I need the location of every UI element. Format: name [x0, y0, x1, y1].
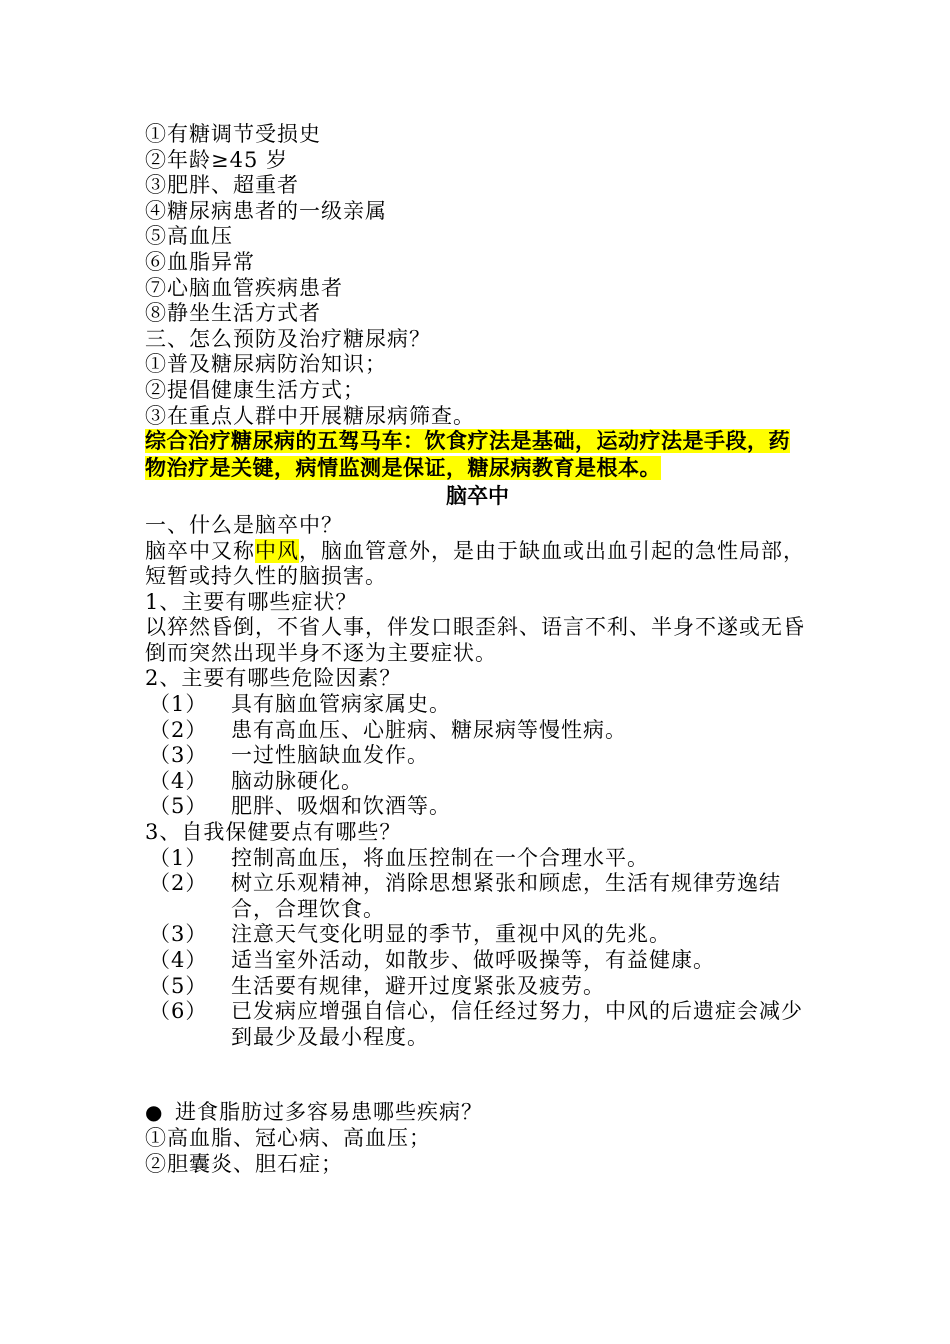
question-heading: 2、主要有哪些危险因素？	[145, 666, 402, 691]
bullet-heading	[145, 1100, 810, 1126]
list-item	[145, 692, 810, 718]
item-text: 控制高血压，将血压控制在一个合理水平。	[231, 845, 649, 870]
spacer	[145, 1050, 810, 1100]
list-item	[145, 974, 810, 1000]
item-text: 注意天气变化明显的季节，重视中风的先兆。	[231, 922, 671, 947]
definition-text: 脑卒中又称	[145, 538, 255, 563]
item-text: 具有脑血管病家属史。	[231, 692, 451, 717]
item-number: （4）	[149, 768, 208, 793]
highlighted-text: 综合治疗糖尿病的五驾马车：饮食疗法是基础，运动疗法是手段，药物治疗是关键，病情监测是保证，糖尿病教育是根本。	[145, 429, 790, 480]
item-text: 适当室外活动，如散步、做呼吸操等，有益健康。	[231, 948, 715, 972]
item-number: （1）	[149, 845, 208, 870]
list-item: ⑦心脑血管疾病患者	[145, 275, 343, 300]
bullet-text: 进食脂肪过多容易患哪些疾病？	[175, 1100, 483, 1125]
self-care-numbered-list	[145, 846, 810, 1051]
item-text: 脑动脉硬化。	[231, 768, 363, 793]
symptom-paragraph: 以猝然昏倒，不省人事，伴发口眼歪斜、语言不利、半身不遂或无昏倒而突然出现半身不逐为主要症状。	[145, 615, 805, 665]
list-item: ②年龄≥45 岁	[145, 147, 288, 172]
item-text: 患有高血压、心脏病、糖尿病等慢性病。	[231, 717, 627, 742]
item-number: （2）	[149, 717, 208, 742]
item-number: （4）	[149, 948, 208, 972]
definition-paragraph	[145, 539, 810, 590]
item-text: 树立乐观精神，消除思想紧张和顾虑，生活有规律劳逸结合，合理饮食。	[231, 871, 781, 921]
list-item	[145, 922, 810, 948]
item-number: （1）	[149, 692, 208, 717]
list-item: ①高血脂、冠心病、高血压；	[145, 1125, 431, 1150]
list-item: ⑧静坐生活方式者	[145, 301, 321, 326]
list-item	[145, 794, 810, 820]
list-item	[145, 769, 810, 795]
item-number: （5）	[149, 794, 208, 819]
list-item	[145, 948, 810, 974]
question-heading: 3、自我保健要点有哪些？	[145, 820, 402, 845]
list-item	[145, 718, 810, 744]
list-item: ①普及糖尿病防治知识；	[145, 352, 387, 377]
list-item: ③肥胖、超重者	[145, 173, 299, 198]
item-number: （3）	[149, 922, 208, 947]
list-item: ②提倡健康生活方式；	[145, 377, 365, 402]
item-number: （2）	[149, 871, 208, 896]
item-text: 已发病应增强自信心，信任经过努力，中风的后遗症会减少到最少及最小程度。	[231, 999, 803, 1049]
list-item	[145, 999, 810, 1050]
section-heading: 三、怎么预防及治疗糖尿病？	[145, 326, 431, 351]
list-item: ⑥血脂异常	[145, 249, 255, 274]
list-item: ②胆囊炎、胆石症；	[145, 1151, 343, 1176]
item-text: 生活要有规律，避开过度紧张及疲劳。	[231, 973, 605, 998]
item-number: （6）	[149, 999, 208, 1024]
highlight-paragraph	[145, 429, 810, 482]
item-number: （5）	[149, 973, 208, 998]
item-number: （3）	[149, 743, 208, 768]
question-heading: 1、主要有哪些症状？	[145, 589, 358, 614]
list-item	[145, 871, 810, 922]
risk-factor-numbered-list	[145, 692, 810, 820]
list-item: ④糖尿病患者的一级亲属	[145, 198, 387, 223]
list-item	[145, 846, 810, 872]
list-item: ③在重点人群中开展糖尿病筛查。	[145, 403, 475, 428]
item-text: 一过性脑缺血发作。	[231, 743, 429, 768]
list-item: ①有糖调节受损史	[145, 122, 321, 146]
section-title: 脑卒中	[446, 483, 509, 509]
question-heading: 一、什么是脑卒中？	[145, 512, 343, 537]
item-text: 肥胖、吸烟和饮酒等。	[231, 794, 451, 819]
list-item: ⑤高血压	[145, 224, 233, 249]
list-item	[145, 743, 810, 769]
bullet-icon: ●	[145, 1100, 164, 1125]
highlighted-term: 中风	[255, 538, 299, 563]
document-page	[145, 122, 810, 1177]
prevention-list	[145, 352, 810, 429]
risk-factor-list	[145, 122, 810, 327]
definition-text: ，脑血管意外，是由于缺血或出血引起的急性局部，短暂或持久性的脑损害。	[145, 538, 805, 589]
